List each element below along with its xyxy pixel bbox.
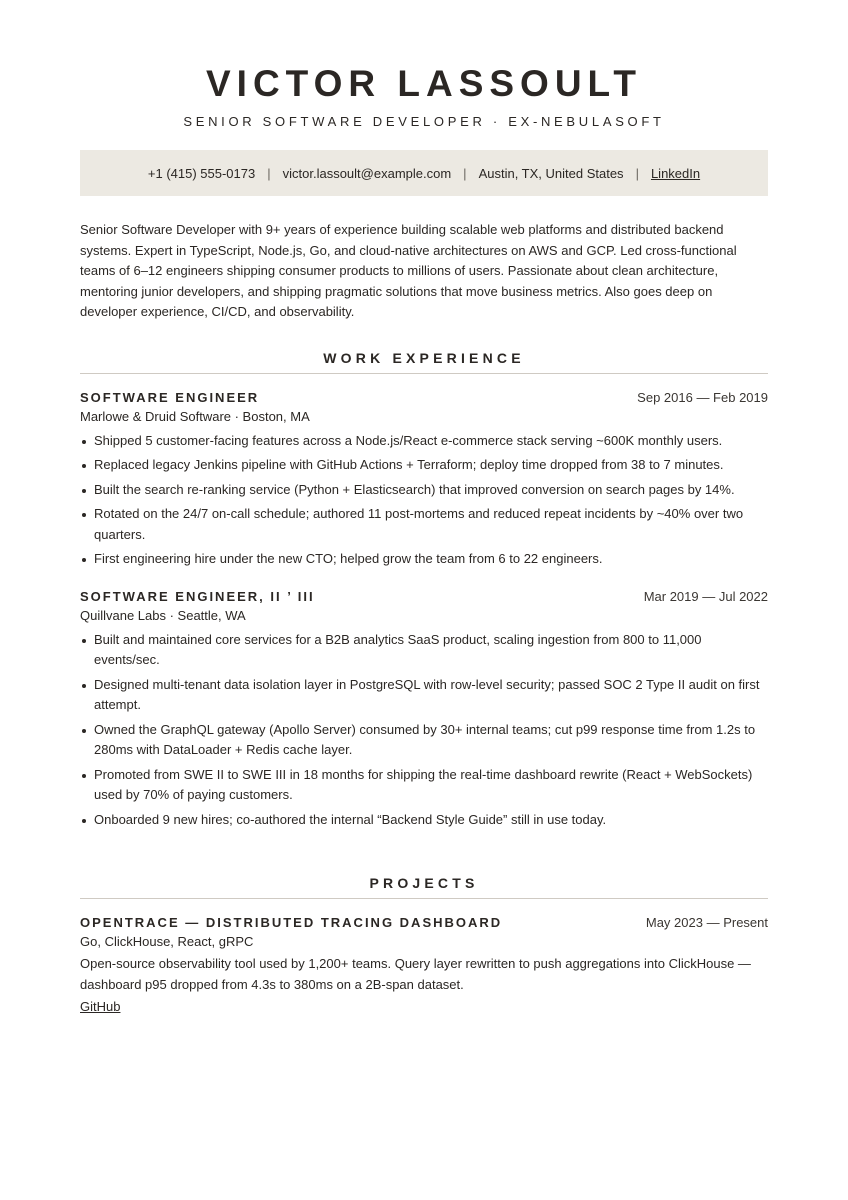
work-experience-heading: WORK EXPERIENCE [80, 349, 768, 374]
job-bullet: Built and maintained core services for a B2B analytics SaaS product, scaling ingestion from 800 to 11,000 events/sec. [80, 630, 768, 671]
job-dates: Sep 2016 — Feb 2019 [637, 389, 768, 405]
job-bullet: Owned the GraphQL gateway (Apollo Server) consumed by 30+ internal teams; cut p99 response time from 1.2s to 280ms with DataLoader + Redis cache layer. [80, 720, 768, 761]
job-bullet: Replaced legacy Jenkins pipeline with GitHub Actions + Terraform; deploy time dropped from 38 to 7 minutes. [80, 455, 768, 476]
project-description: Open-source observability tool used by 1,200+ teams. Query layer rewritten to push aggregations into ClickHouse — dashboard p95 dropped from 4.3s to 380ms on a 2B-span dataset. [80, 956, 751, 992]
candidate-subtitle: SENIOR SOFTWARE DEVELOPER · EX-NEBULASOFT [183, 114, 665, 129]
job-bullet: Built the search re-ranking service (Python + Elasticsearch) that improved conversion on search pages by 14%. [80, 480, 768, 501]
job-bullet: Onboarded 9 new hires; co-authored the internal “Backend Style Guide” still in use today. [80, 810, 768, 831]
project-entry [80, 914, 768, 1016]
contact-phone[interactable]: +1 (415) 555-0173 [147, 165, 256, 181]
job-bullets [80, 630, 768, 831]
job-bullet: Shipped 5 customer-facing features across a Node.js/React e-commerce stack serving ~600K monthly users. [80, 431, 768, 452]
contact-separator: | [635, 165, 639, 181]
contact-email[interactable]: victor.lassoult@example.com [282, 165, 452, 181]
profile-summary: Senior Software Developer with 9+ years of experience building scalable web platforms and distributed backend systems. Expert in TypeScript, Node.js, Go, and cloud-native architectures on AWS and GCP. Led cross-functional teams of 6–12 engineers shipping consumer products to millions of users. Passionate about clean architecture, mentoring junior developers, and shipping pragmatic solutions that move business metrics. Also goes deep on developer experience, CI/CD, and observability. [80, 222, 737, 319]
job-bullet: First engineering hire under the new CTO; helped grow the team from 6 to 22 engineers. [80, 549, 768, 570]
job-bullet: Designed multi-tenant data isolation layer in PostgreSQL with row-level security; passed SOC 2 Type II audit on first attempt. [80, 675, 768, 716]
candidate-name: VICTOR LASSOULT [205, 63, 643, 104]
job-bullets [80, 431, 768, 570]
github-link[interactable]: GitHub [80, 999, 121, 1014]
projects-heading: PROJECTS [80, 874, 768, 899]
contact-separator: | [463, 165, 467, 181]
job-company: Quillvane Labs · Seattle, WA [80, 607, 246, 623]
job-bullet: Rotated on the 24/7 on-call schedule; authored 11 post-mortems and reduced repeat incidents by ~40% over two quarters. [80, 504, 768, 545]
job-entry [80, 588, 768, 831]
linkedin-link[interactable]: LinkedIn [650, 165, 701, 181]
job-title: SOFTWARE ENGINEER, II ’ III [80, 588, 315, 604]
job-dates: Mar 2019 — Jul 2022 [643, 588, 768, 604]
job-title: SOFTWARE ENGINEER [80, 389, 260, 405]
work-experience-section [80, 349, 768, 831]
job-bullet: Promoted from SWE II to SWE III in 18 months for shipping the real-time dashboard rewrite (React + WebSockets) used by 70% of paying customers. [80, 765, 768, 806]
contact-bar [80, 150, 768, 196]
contact-separator: | [267, 165, 271, 181]
job-entry [80, 389, 768, 570]
project-dates: May 2023 — Present [645, 915, 768, 930]
contact-location: Austin, TX, United States [478, 165, 624, 181]
job-company: Marlowe & Druid Software · Boston, MA [80, 408, 310, 424]
project-title: OPENTRACE — DISTRIBUTED TRACING DASHBOARD [80, 915, 503, 930]
project-stack: Go, ClickHouse, React, gRPC [80, 934, 254, 949]
projects-section [80, 874, 768, 1016]
